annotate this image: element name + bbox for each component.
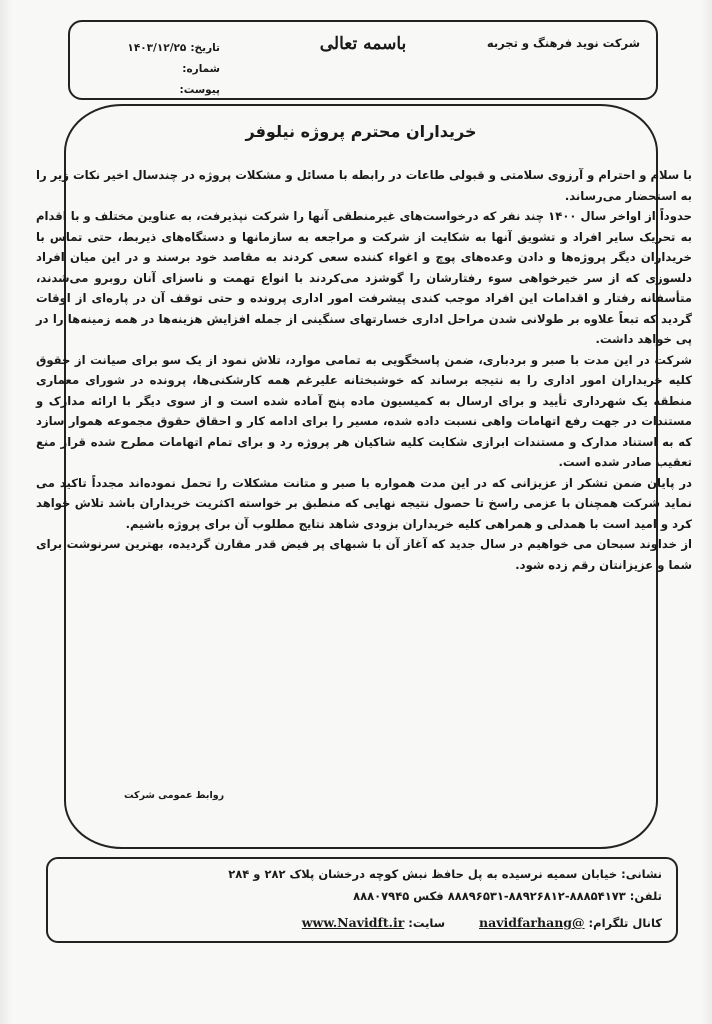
phone-values: ۸۸۸۵۴۱۷۳-۸۸۹۲۶۸۱۲-۸۸۸۹۶۵۳۱ فکس ۸۸۸۰۷۹۴۵ <box>353 889 626 903</box>
contact-line <box>302 915 662 930</box>
phone-line <box>353 889 662 903</box>
phone-label: تلفن: <box>629 889 662 903</box>
company-name: شرکت نوید فرهنگ و تجربه <box>486 36 640 50</box>
letterhead-header <box>68 20 658 100</box>
address-line <box>228 867 662 881</box>
number-row <box>100 59 220 80</box>
paragraph-blessing: از خداوند سبحان می خواهیم در سال جدید که آغاز آن با شبهای پر فیض قدر مقارن گردیده، بهترین سرنوشت برای شما و عزیزانتان رقم زده شود. <box>36 537 692 572</box>
paragraph-greeting: با سلام و احترام و آرزوی سلامتی و قبولی طاعات در رابطه با مسائل و مشکلات پروژه در چندسال اخیر نکات زیر را به استحضار می‌رساند. <box>36 168 692 203</box>
site-label: سایت: <box>408 916 446 930</box>
letterhead-footer <box>46 857 678 943</box>
address-label: نشانی: <box>621 867 662 881</box>
attachment-label: پیوست: <box>179 84 220 96</box>
letter-meta <box>100 38 220 101</box>
date-label: تاریخ: <box>190 42 220 54</box>
date-row <box>100 38 220 59</box>
signature: روابط عمومی شرکت <box>124 790 225 801</box>
letter-title: خریداران محترم پروژه نیلوفر <box>245 122 477 141</box>
bismillah-heading: باسمه تعالی <box>319 34 407 54</box>
number-label: شماره: <box>182 63 220 75</box>
letter-body <box>36 165 692 575</box>
paragraph-closing: در پایان ضمن تشکر از عزیزانی که در این مدت همواره با صبر و متانت مشکلات را تحمل نموده‌اند مجدداً تاکید می نماید شرکت همچنان با عزمی راسخ تا حصول نتیجه نهایی که منطبق بر خواسته اکثریت خریداران باشد تلاش خواهد کرد و امید است با همدلی و همراهی کلیه خریداران بزودی شاهد نتایج مطلوب آن برای پروژه باشیم. <box>36 475 692 531</box>
paragraph-company-actions: شرکت در این مدت با صبر و بردباری، ضمن پاسخگویی به تمامی موارد، تلاش نمود از یک سو برای صیانت از حقوق کلیه خریداران امور اداری را به نتیجه برساند که خوشبختانه علیرغم همه کارشکنی‌ها، پرونده در شورای معماری منطقه یک شهرداری تأیید و برای ارسال به کمیسیون ماده پنج آماده شده است و از سوی دیگر با ارائه مدارک و مستندات در جهت رفع اتهامات واهی نسبت داده شده، مسیر را برای ادامه کار و احقاق حقوق مجموعه هموار سازد که به استناد مدارک و مستندات ابرازی شکایت کلیه شاکیان هر پروژه رد و برای تمام اتهامات مطرح شده قرار منع تعقیب صادر شده است. <box>36 352 692 469</box>
date-value: ۱۴۰۳/۱۲/۲۵ <box>127 42 187 54</box>
attachment-row <box>100 80 220 101</box>
site-link[interactable]: www.Navidft.ir <box>301 915 405 930</box>
paragraph-background: حدوداً از اواخر سال ۱۴۰۰ چند نفر که درخواست‌های غیرمنطقی آنها را شرکت نپذیرفت، به عناوین مختلف و با اقدام به تحریک سایر افراد و تشویق آنها به شکایت از شرکت و مراجعه به سازمانها و دستگاه‌های ذیربط، حتی تماس با خریداران دیگر پروژه‌ها و دادن وعده‌های پوچ و اغواء کننده سعی کردند به مقاصد خود برسند و در این میان افراد دلسوزی که از سر خیرخواهی سوء رفتارشان را گوشزد می‌کردند با انواع تهمت و ناسزای آنان روبرو می‌شدند، متأسفانه رفتار و اقدامات این افراد موجب کندی پیشرفت امور اداری پرونده و حتی توقف آن در پاره‌ای از اوقات گردید که تبعاً علاوه بر طولانی شدن مراحل اداری خسارتهای سنگینی از جمله افزایش هزینه‌ها در همه زمینه‌ها را در پی خواهد داشت. <box>36 209 693 346</box>
telegram-link[interactable]: @navidfarhang <box>479 915 585 930</box>
address-value: خیابان سمیه نرسیده به پل حافظ نبش کوچه درخشان پلاک ۲۸۲ و ۲۸۴ <box>228 867 618 881</box>
telegram-label: کانال تلگرام: <box>588 916 662 930</box>
